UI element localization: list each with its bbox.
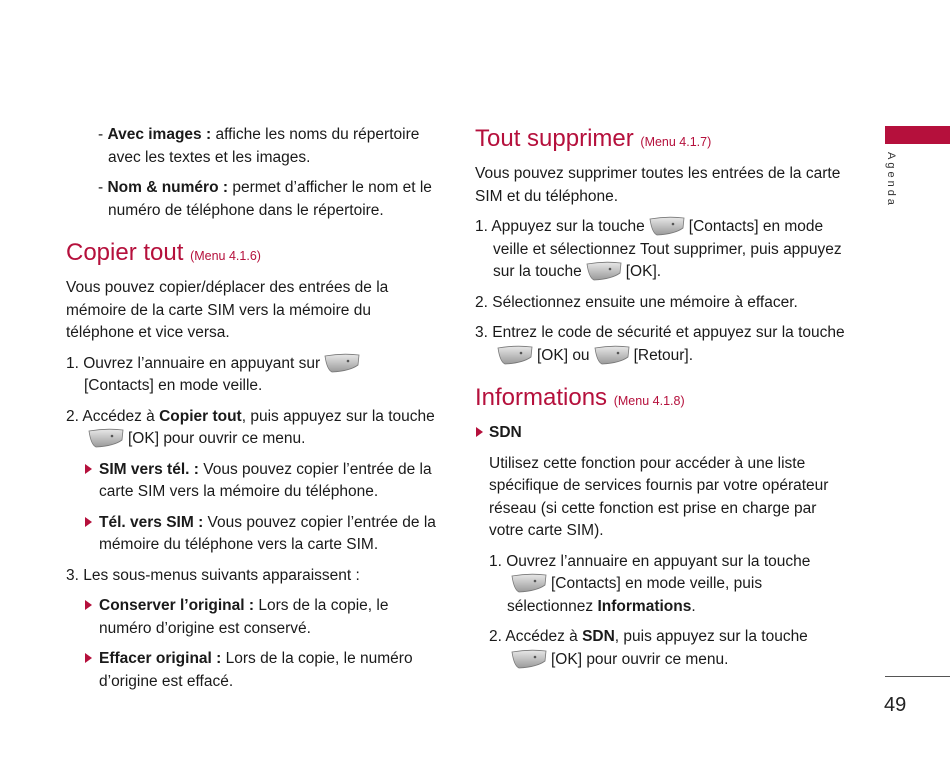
- arrow-right-icon: [85, 600, 92, 610]
- bullet-avec-images: - Avec images : affiche les noms du répertoire avec les textes et les images.: [98, 126, 420, 166]
- informations-step-1: 1. Ouvrez l’annuaire en appuyant sur la touche [Contacts] en mode veille, puis sélectionnez Informations.: [489, 552, 811, 615]
- sub-tel-vers-sim: Tél. vers SIM : Vous pouvez copier l’entrée de la mémoire du téléphone vers la carte SIM.: [66, 512, 438, 557]
- supprimer-intro: Vous pouvez supprimer toutes les entrées de la carte SIM et du téléphone.: [475, 165, 841, 205]
- copier-step-3: 3. Les sous-menus suivants apparaissent :: [66, 566, 360, 584]
- ok-key-icon: [511, 649, 547, 669]
- section-tab-label: Agenda: [885, 152, 897, 208]
- copier-intro: Vous pouvez copier/déplacer des entrées de la mémoire de la carte SIM vers la mémoire du téléphone et vice versa.: [66, 279, 389, 341]
- copier-step-1: 1. Ouvrez l’annuaire en appuyant sur [Contacts] en mode veille.: [66, 353, 438, 398]
- soft-key-icon: [649, 216, 685, 236]
- page-number: 49: [884, 694, 907, 716]
- ok-key-icon: [586, 261, 622, 281]
- sdn-heading: SDN: [475, 422, 847, 445]
- footer-divider: [885, 676, 950, 677]
- supprimer-step-2: 2. Sélectionnez ensuite une mémoire à effacer.: [475, 293, 798, 311]
- section-tab: [885, 126, 950, 144]
- right-column: [475, 124, 847, 679]
- sub-effacer-original: Effacer original : Lors de la copie, le numéro d’origine est effacé.: [66, 648, 438, 693]
- arrow-right-icon: [85, 653, 92, 663]
- sdn-description: Utilisez cette fonction pour accéder à une liste spécifique de services fournis par votre opérateur réseau (si cette fonction est prise en charge par votre carte SIM).: [489, 454, 829, 539]
- bullet-nom-numero: - Nom & numéro : permet d’afficher le nom et le numéro de téléphone dans le répertoire.: [98, 179, 432, 219]
- ok-key-icon: [497, 345, 533, 365]
- back-key-icon: [594, 345, 630, 365]
- copier-step-2: 2. Accédez à Copier tout, puis appuyez sur la touche [OK] pour ouvrir ce menu.: [66, 407, 435, 447]
- left-column: [66, 124, 438, 701]
- supprimer-step-1: 1. Appuyez sur la touche [Contacts] en mode veille et sélectionnez Tout supprimer, puis appuyez sur la touche [OK].: [475, 218, 842, 280]
- section-title-informations: Informations (Menu 4.1.8): [475, 384, 685, 411]
- supprimer-step-3: 3. Entrez le code de sécurité et appuyez sur la touche[OK] ou [Retour].: [475, 324, 845, 364]
- section-title-tout-supprimer: Tout supprimer (Menu 4.1.7): [475, 125, 712, 152]
- arrow-right-icon: [85, 517, 92, 527]
- informations-step-2: 2. Accédez à SDN, puis appuyez sur la touche [OK] pour ouvrir ce menu.: [489, 628, 808, 668]
- sub-sim-vers-tel: SIM vers tél. : Vous pouvez copier l’entrée de la carte SIM vers la mémoire du téléphone.: [66, 459, 438, 504]
- arrow-right-icon: [476, 427, 483, 437]
- sub-conserver-original: Conserver l’original : Lors de la copie, le numéro d’origine est conservé.: [66, 595, 438, 640]
- soft-key-icon: [511, 573, 547, 593]
- soft-key-icon: [324, 353, 360, 373]
- arrow-right-icon: [85, 464, 92, 474]
- section-title-copier-tout: Copier tout (Menu 4.1.6): [66, 239, 261, 266]
- ok-key-icon: [88, 428, 124, 448]
